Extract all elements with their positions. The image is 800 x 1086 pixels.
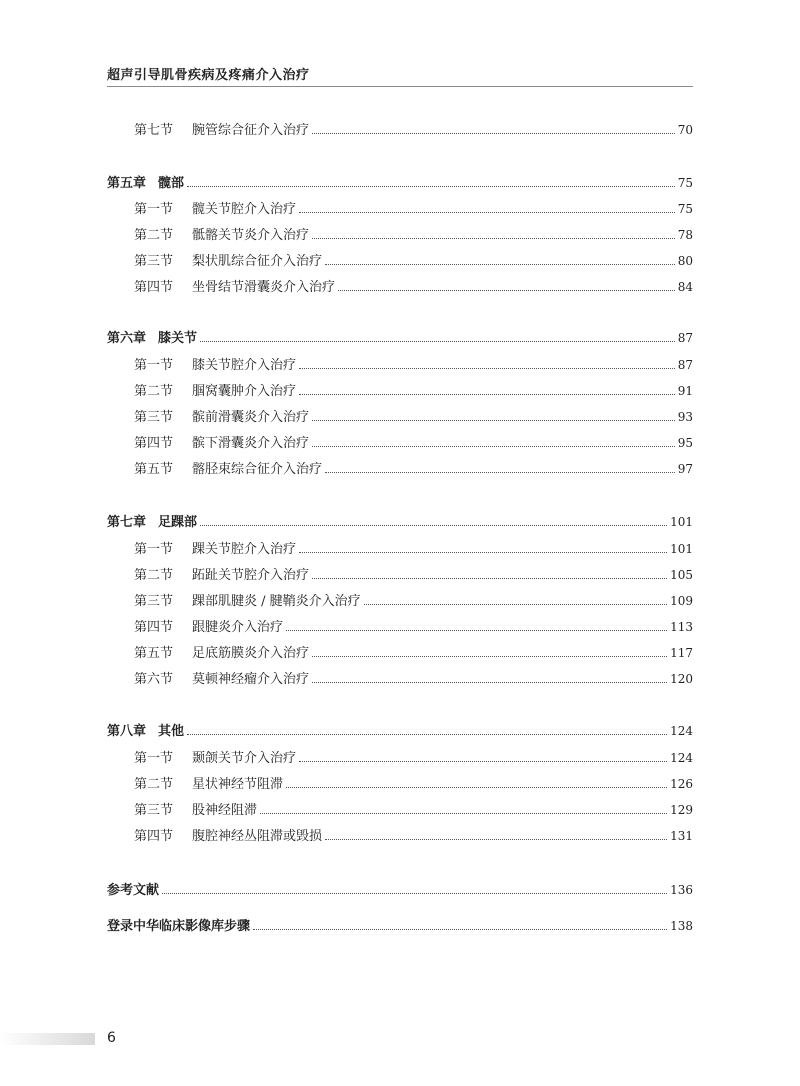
page-ref: 105 (670, 568, 693, 582)
dot-leader (299, 551, 667, 553)
toc-section-7-4[interactable] (134, 617, 693, 637)
page-ref: 97 (677, 462, 693, 476)
section-number: 第四节 (134, 280, 174, 295)
dot-leader (299, 211, 675, 213)
dot-leader (286, 629, 667, 631)
toc-section-5-2[interactable] (134, 225, 693, 245)
page-ref: 91 (677, 384, 693, 398)
toc-section-7-1[interactable] (134, 539, 693, 559)
dot-leader (200, 524, 667, 526)
dot-leader (187, 185, 675, 187)
page-ref: 126 (670, 777, 693, 791)
section-number: 第六节 (134, 672, 174, 687)
page-ref: 113 (670, 620, 693, 634)
chapter-number: 第八章 (107, 724, 147, 739)
dot-leader (299, 393, 675, 395)
page-ref: 138 (670, 919, 693, 933)
dot-leader (312, 655, 667, 657)
footer-decoration-bar (0, 1033, 95, 1045)
page-ref: 78 (677, 228, 693, 242)
toc-section-8-2[interactable] (134, 774, 693, 794)
dot-leader (312, 445, 675, 447)
section-title: 踝关节腔介入治疗 (192, 542, 297, 557)
dot-leader (200, 340, 675, 342)
toc-section-6-1[interactable] (134, 355, 693, 375)
section-title: 腕管综合征介入治疗 (192, 123, 310, 138)
section-title: 髋关节腔介入治疗 (192, 202, 297, 217)
toc-section-6-4[interactable] (134, 433, 693, 453)
page-ref: 70 (677, 123, 693, 137)
dot-leader (312, 577, 667, 579)
chapter-number: 第五章 (107, 176, 147, 191)
dot-leader (187, 733, 667, 735)
section-title: 跖趾关节腔介入治疗 (192, 568, 310, 583)
dot-leader (312, 237, 675, 239)
page-ref: 87 (677, 331, 693, 345)
section-title: 足底筋膜炎介入治疗 (192, 646, 310, 661)
header-rule (107, 86, 693, 87)
page-ref: 109 (670, 594, 693, 608)
page-ref: 124 (670, 724, 693, 738)
page-ref: 87 (677, 358, 693, 372)
section-number: 第五节 (134, 646, 174, 661)
section-title: 髌下滑囊炎介入治疗 (192, 436, 310, 451)
toc-section-5-1[interactable] (134, 199, 693, 219)
section-number: 第四节 (134, 620, 174, 635)
toc-section-6-2[interactable] (134, 381, 693, 401)
toc-section-5-4[interactable] (134, 277, 693, 297)
section-title: 髂胫束综合征介入治疗 (192, 462, 323, 477)
section-title: 腹腔神经丛阻滞或毁损 (192, 829, 323, 844)
section-title: 股神经阻滞 (192, 803, 258, 818)
toc-section-8-1[interactable] (134, 748, 693, 768)
section-title: 星状神经节阻滞 (192, 777, 284, 792)
page-ref: 124 (670, 751, 693, 765)
section-number: 第三节 (134, 410, 174, 425)
toc-references[interactable] (107, 880, 693, 900)
toc-section-7-6[interactable] (134, 669, 693, 689)
section-title: 髌前滑囊炎介入治疗 (192, 410, 310, 425)
section-number: 第四节 (134, 829, 174, 844)
toc-chapter-7[interactable] (107, 512, 693, 532)
section-number: 第五节 (134, 462, 174, 477)
dot-leader (312, 681, 667, 683)
page-ref: 117 (670, 646, 693, 660)
toc-chapter-5[interactable] (107, 173, 693, 193)
toc-section-ch4-7[interactable] (134, 120, 693, 140)
section-title: 跟腱炎介入治疗 (192, 620, 284, 635)
page-ref: 101 (670, 515, 693, 529)
toc-section-8-3[interactable] (134, 800, 693, 820)
toc-section-6-3[interactable] (134, 407, 693, 427)
toc-chapter-6[interactable] (107, 328, 693, 348)
section-number: 第二节 (134, 777, 174, 792)
section-title: 莫顿神经瘤介入治疗 (192, 672, 310, 687)
chapter-title: 膝关节 (158, 331, 198, 346)
toc-section-7-5[interactable] (134, 643, 693, 663)
toc-section-8-4[interactable] (134, 826, 693, 846)
dot-leader (253, 928, 667, 930)
toc-chapter-8[interactable] (107, 721, 693, 741)
page-ref: 84 (677, 280, 693, 294)
chapter-title: 足踝部 (158, 515, 198, 530)
page-ref: 75 (677, 202, 693, 216)
dot-leader (325, 263, 675, 265)
chapter-title: 其他 (158, 724, 185, 739)
page-ref: 101 (670, 542, 693, 556)
toc-section-7-3[interactable] (134, 591, 693, 611)
dot-leader (312, 419, 675, 421)
page-ref: 136 (670, 883, 693, 897)
dot-leader (325, 471, 675, 473)
page-number: 6 (107, 1030, 116, 1046)
dot-leader (260, 812, 667, 814)
running-header: 超声引导肌骨疾病及疼痛介入治疗 (107, 68, 310, 83)
back-matter-title: 登录中华临床影像库步骤 (107, 919, 251, 934)
section-title: 骶髂关节炎介入治疗 (192, 228, 310, 243)
section-title: 坐骨结节滑囊炎介入治疗 (192, 280, 336, 295)
page-ref: 80 (677, 254, 693, 268)
section-title: 膝关节腔介入治疗 (192, 358, 297, 373)
toc-section-6-5[interactable] (134, 459, 693, 479)
dot-leader (364, 603, 667, 605)
toc-login-steps[interactable] (107, 916, 693, 936)
dot-leader (299, 760, 667, 762)
section-number: 第三节 (134, 254, 174, 269)
chapter-title: 髋部 (158, 176, 185, 191)
section-number: 第二节 (134, 568, 174, 583)
chapter-number: 第六章 (107, 331, 147, 346)
section-number: 第七节 (134, 123, 174, 138)
page-ref: 120 (670, 672, 693, 686)
page-ref: 131 (670, 829, 693, 843)
page-ref: 95 (677, 436, 693, 450)
dot-leader (312, 132, 675, 134)
section-number: 第一节 (134, 202, 174, 217)
section-number: 第一节 (134, 358, 174, 373)
toc-section-7-2[interactable] (134, 565, 693, 585)
dot-leader (299, 367, 675, 369)
dot-leader (325, 838, 667, 840)
page-ref: 93 (677, 410, 693, 424)
section-number: 第三节 (134, 594, 174, 609)
dot-leader (338, 289, 675, 291)
section-number: 第一节 (134, 542, 174, 557)
chapter-number: 第七章 (107, 515, 147, 530)
section-title: 腘窝囊肿介入治疗 (192, 384, 297, 399)
section-title: 踝部肌腱炎 / 腱鞘炎介入治疗 (192, 594, 361, 609)
section-number: 第二节 (134, 384, 174, 399)
section-number: 第一节 (134, 751, 174, 766)
section-number: 第三节 (134, 803, 174, 818)
page-ref: 129 (670, 803, 693, 817)
dot-leader (286, 786, 667, 788)
section-number: 第二节 (134, 228, 174, 243)
page-ref: 75 (677, 176, 693, 190)
back-matter-title: 参考文献 (107, 883, 160, 898)
toc-section-5-3[interactable] (134, 251, 693, 271)
section-title: 颞颌关节介入治疗 (192, 751, 297, 766)
section-title: 梨状肌综合征介入治疗 (192, 254, 323, 269)
dot-leader (162, 892, 667, 894)
section-number: 第四节 (134, 436, 174, 451)
